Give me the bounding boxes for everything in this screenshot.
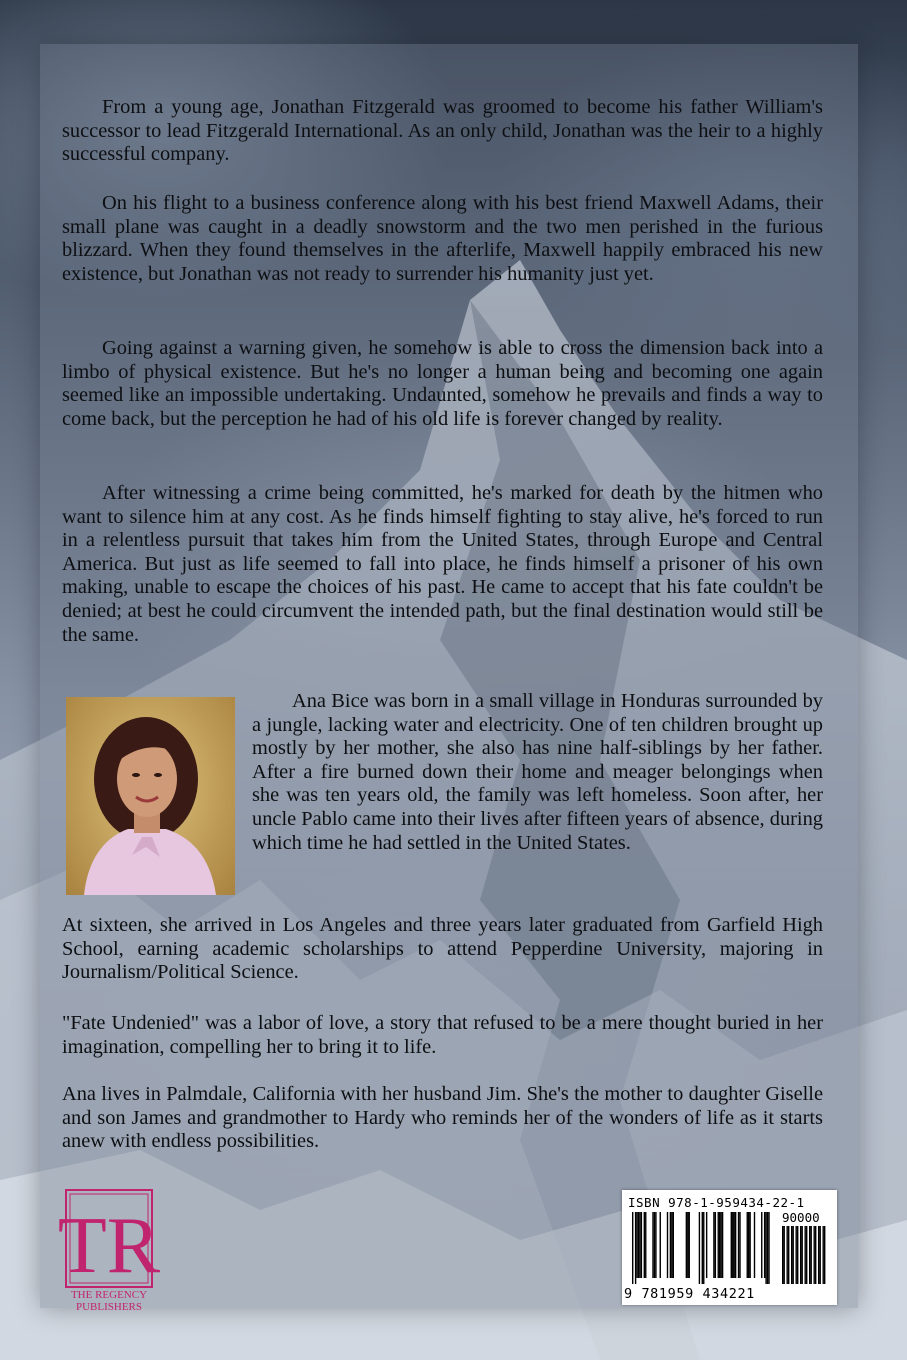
- author-bio-paragraph-3: "Fate Undenied" was a labor of love, a story that refused to be a mere thought buried in her imagination, compelling her to bring it to life.: [62, 1012, 823, 1058]
- publisher-logo-letters: TR: [57, 1202, 161, 1290]
- publisher-logo: [57, 1188, 161, 1313]
- synopsis-paragraph-4: After witnessing a crime being committed, he's marked for death by the hitmen who want to silence him at any cost. As he finds himself fighting to stay alive, he's forced to run in a relentless pursuit that takes him from the United States, through Europe and Central America. But just as life seemed to fall into place, he finds himself a prisoner of his own making, unable to escape the choices of his past. He came to accept that his fate couldn't be denied; at best he could circumvent the intended path, but the final destination would still be the same.: [62, 482, 823, 646]
- price-code: 90000: [782, 1210, 820, 1225]
- publisher-name-line2: PUBLISHERS: [75, 1301, 143, 1313]
- synopsis-paragraph-1: From a young age, Jonathan Fitzgerald was groomed to become his father William's successor to lead Fitzgerald International. As an only child, Jonathan was the heir to a highly successful company.: [62, 96, 823, 166]
- ean-digits: 9 781959 434221: [624, 1286, 755, 1302]
- synopsis-paragraph-3: Going against a warning given, he somehow is able to cross the dimension back into a limbo of physical existence. But he's no longer a human being and becoming one again seemed like an impossible undertaking. Undaunted, somehow he prevails and finds a way to come back, but the perception he had of his old life is forever changed by reality.: [62, 337, 823, 430]
- barcode-bars: [632, 1212, 832, 1284]
- author-photo: [66, 697, 235, 895]
- author-bio-paragraph-4: Ana lives in Palmdale, California with her husband Jim. She's the mother to daughter Giselle and son James and grandmother to Hardy who reminds her of the wonders of life as it starts anew with endless possibilities.: [62, 1083, 823, 1153]
- author-bio-paragraph-1: Ana Bice was born in a small village in Honduras surrounded by a jungle, lacking water and electricity. One of ten children brought up mostly by her mother, she also has nine half-siblings by her father. After a fire burned down their home and meager belongings when she was ten years old, the family was left homeless. Soon after, her uncle Pablo came into their lives after fifteen years of absence, during which time he had settled in the United States.: [252, 690, 823, 854]
- publisher-name-line1: THE REGENCY: [70, 1289, 148, 1301]
- isbn-barcode: [622, 1190, 837, 1305]
- isbn-label: ISBN 978-1-959434-22-1: [628, 1195, 805, 1210]
- author-bio-paragraph-2: At sixteen, she arrived in Los Angeles and three years later graduated from Garfield High School, earning academic scholarships to attend Pepperdine University, majoring in Journalism/Political Science.: [62, 914, 823, 984]
- synopsis-paragraph-2: On his flight to a business conference along with his best friend Maxwell Adams, their small plane was caught in a deadly snowstorm and the two men perished in the furious blizzard. When they found themselves in the afterlife, Maxwell happily embraced his new existence, but Jonathan was not ready to surrender his humanity just yet.: [62, 192, 823, 285]
